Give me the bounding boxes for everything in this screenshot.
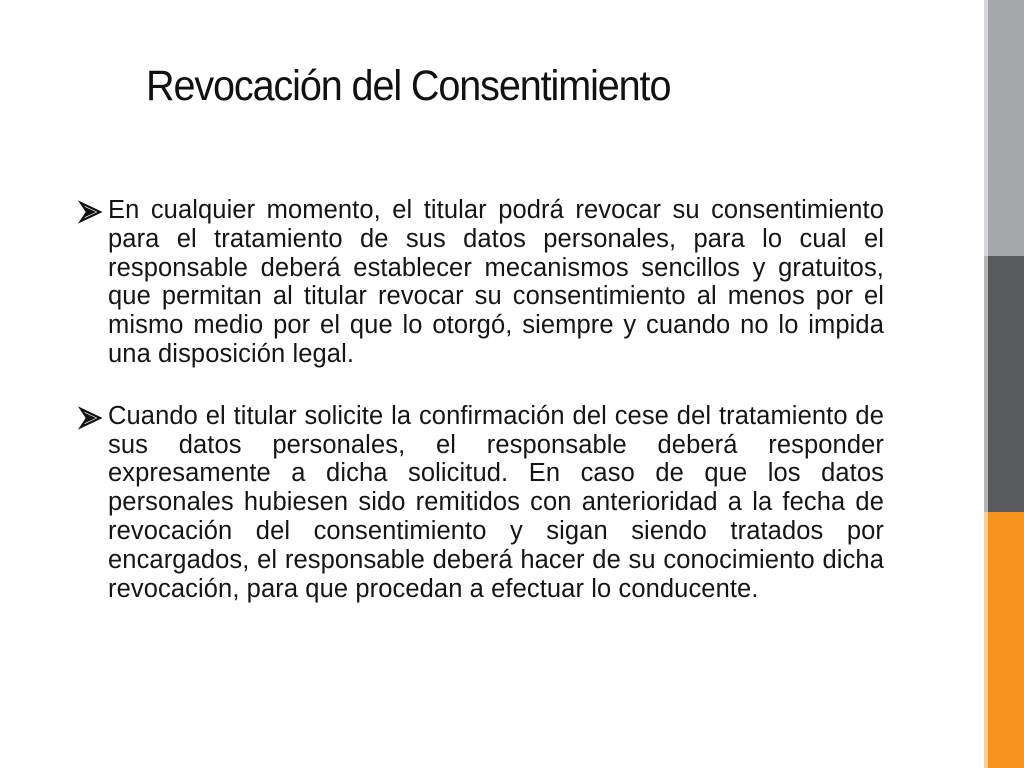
side-bar-dark-block [984, 256, 1024, 512]
bullet-text: Cuando el titular solicite la confirmación del cese del tratamiento de sus datos personales, el responsable deberá responder expresamente a dicha solicitud. En caso de que los datos personales hubiesen sido remitidos con anterioridad a la fecha de revocación del consentimiento y sigan siendo tratados por encargados, el responsable deberá hacer de su conocimiento dicha revocación, para que procedan a efectuar lo conducente. [108, 401, 884, 603]
arrow-bullet-icon [78, 200, 106, 224]
side-bar-gray-block [984, 0, 1024, 256]
side-accent-bar [984, 0, 1024, 768]
side-bar-edge [984, 0, 988, 768]
slide-title: Revocación del Consentimiento [146, 62, 671, 110]
slide-body [78, 196, 884, 603]
bullet-item [78, 402, 884, 604]
bullet-item [78, 196, 884, 369]
side-bar-orange-block [984, 512, 1024, 768]
bullet-text: En cualquier momento, el titular podrá revocar su consentimiento para el tratamiento de sus datos personales, para lo cual el responsable deberá establecer mecanismos sencillos y gratuitos, que permitan al titular revocar su consentimiento al menos por el mismo medio por el que lo otorgó, siempre y cuando no lo impida una disposición legal. [108, 196, 884, 368]
arrow-bullet-icon [78, 406, 106, 430]
